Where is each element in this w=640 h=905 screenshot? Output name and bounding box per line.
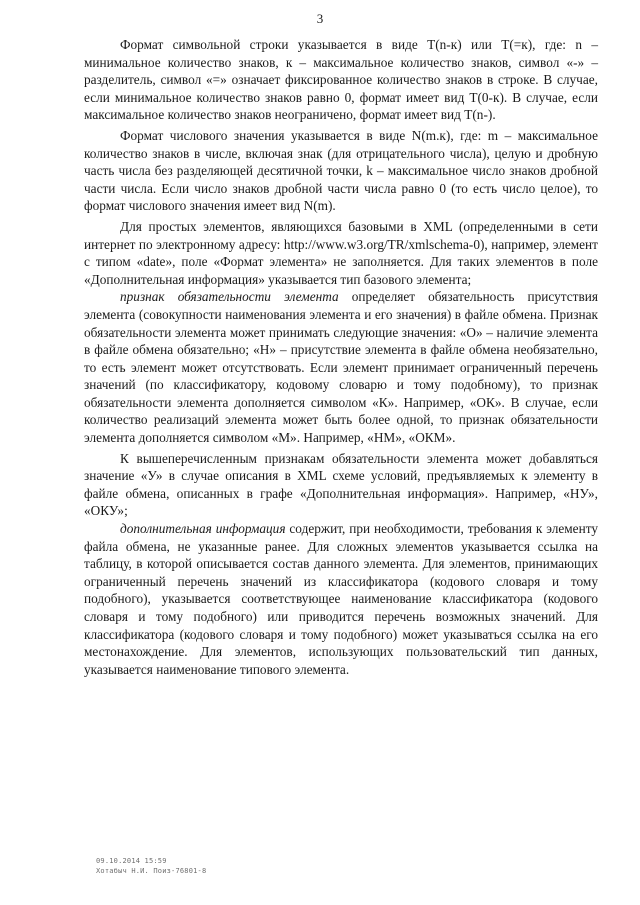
paragraph-lead-term: признак обязательности элемента [120, 289, 339, 305]
paragraph-text: К вышеперечисленным признакам обязательности элемента может добавляться значение «У» в случае описания в XML схеме условий, предъявляемых к элементу в файле обмена, описанных в графе «Дополнительная информация». Например, «НУ», «ОКУ»; [84, 450, 598, 519]
paragraph-text: Формат числового значения указывается в виде N(m.к), где: m – максимальное количество знаков в числе, включая знак (для отрицательного числа), целую и дробную часть числа без разделяющей десятичной точки, k – максимальное число знаков дробной части числа. Если число знаков дробной части числа равно 0 (то есть число целое), то формат числового значения имеет вид N(m). [84, 127, 598, 214]
paragraph-numeric-format [84, 127, 598, 215]
paragraph-base-elements [84, 218, 598, 288]
paragraph-lead-term: дополнительная информация [120, 521, 286, 537]
paragraph-text: Для простых элементов, являющихся базовыми в XML (определенными в сети интернет по электронному адресу: http://www.w3.org/TR/xmlschema-0), например, элемент с типом «date», поле «Формат элемента» не заполняется. Для таких элементов в поле «Дополнительная информация» указывается тип базового элемента; [84, 218, 598, 287]
paragraph-mandatory-flag [84, 288, 598, 446]
page-number: 3 [316, 11, 324, 26]
paragraph-string-format [84, 36, 598, 124]
paragraph-text: определяет обязательность присутствия элемента (совокупности наименования элемента и его значения) в файле обмена. Признак обязательности элемента может принимать следующие значения: «О» – наличие элемента в файле обмена обязательно; «Н» – присутствие элемента в файле обмена необязательно, то есть элемент может отсутствовать. Если элемент принимает ограниченный перечень значений (по классификатору, кодовому словарю и тому подобному), то признак обязательности элемента дополняется символом «К». Например, «ОК». В случае, если количество реализаций элемента может быть более одной, то признак обязательности элемента дополняется символом «М». Например, «НМ», «ОКМ». [84, 289, 598, 446]
paragraph-additional-info [84, 520, 598, 678]
footer-timestamp: 09.10.2014 15:59 [96, 857, 167, 865]
document-footer-stamp [96, 856, 206, 876]
footer-author-line: Хотабыч Н.И. Поиз-76801-8 [96, 867, 207, 875]
paragraph-text: содержит, при необходимости, требования к элементу файла обмена, не указанные ранее. Для сложных элементов указывается ссылка на таблицу, в которой описывается состав данного элемента. Для элементов, принимающих ограниченный перечень значений из классификатора (кодового словаря и тому подобного), указывается соответствующее наименование классификатора (кодового словаря и тому подобного) или приводится перечень возможных значений. Для классификатора (кодового словаря и тому подобного) может указываться ссылка на его местонахождение. Для элементов, использующих пользовательский тип данных, указывается наименование типового элемента. [84, 521, 598, 677]
document-body [84, 36, 598, 678]
paragraph-text: Формат символьной строки указывается в виде Т(n-к) или Т(=к), где: n – минимальное количество знаков, к – максимальное количество знаков, символ «-» – разделитель, символ «=» означает фиксированное количество знаков в строке. В случае, если минимальное количество знаков равно 0, формат имеет вид Т(0-к). В случае, если максимальное количество знаков неограничено, формат имеет вид Т(n-). [84, 37, 598, 123]
paragraph-condition-flag [84, 450, 598, 520]
